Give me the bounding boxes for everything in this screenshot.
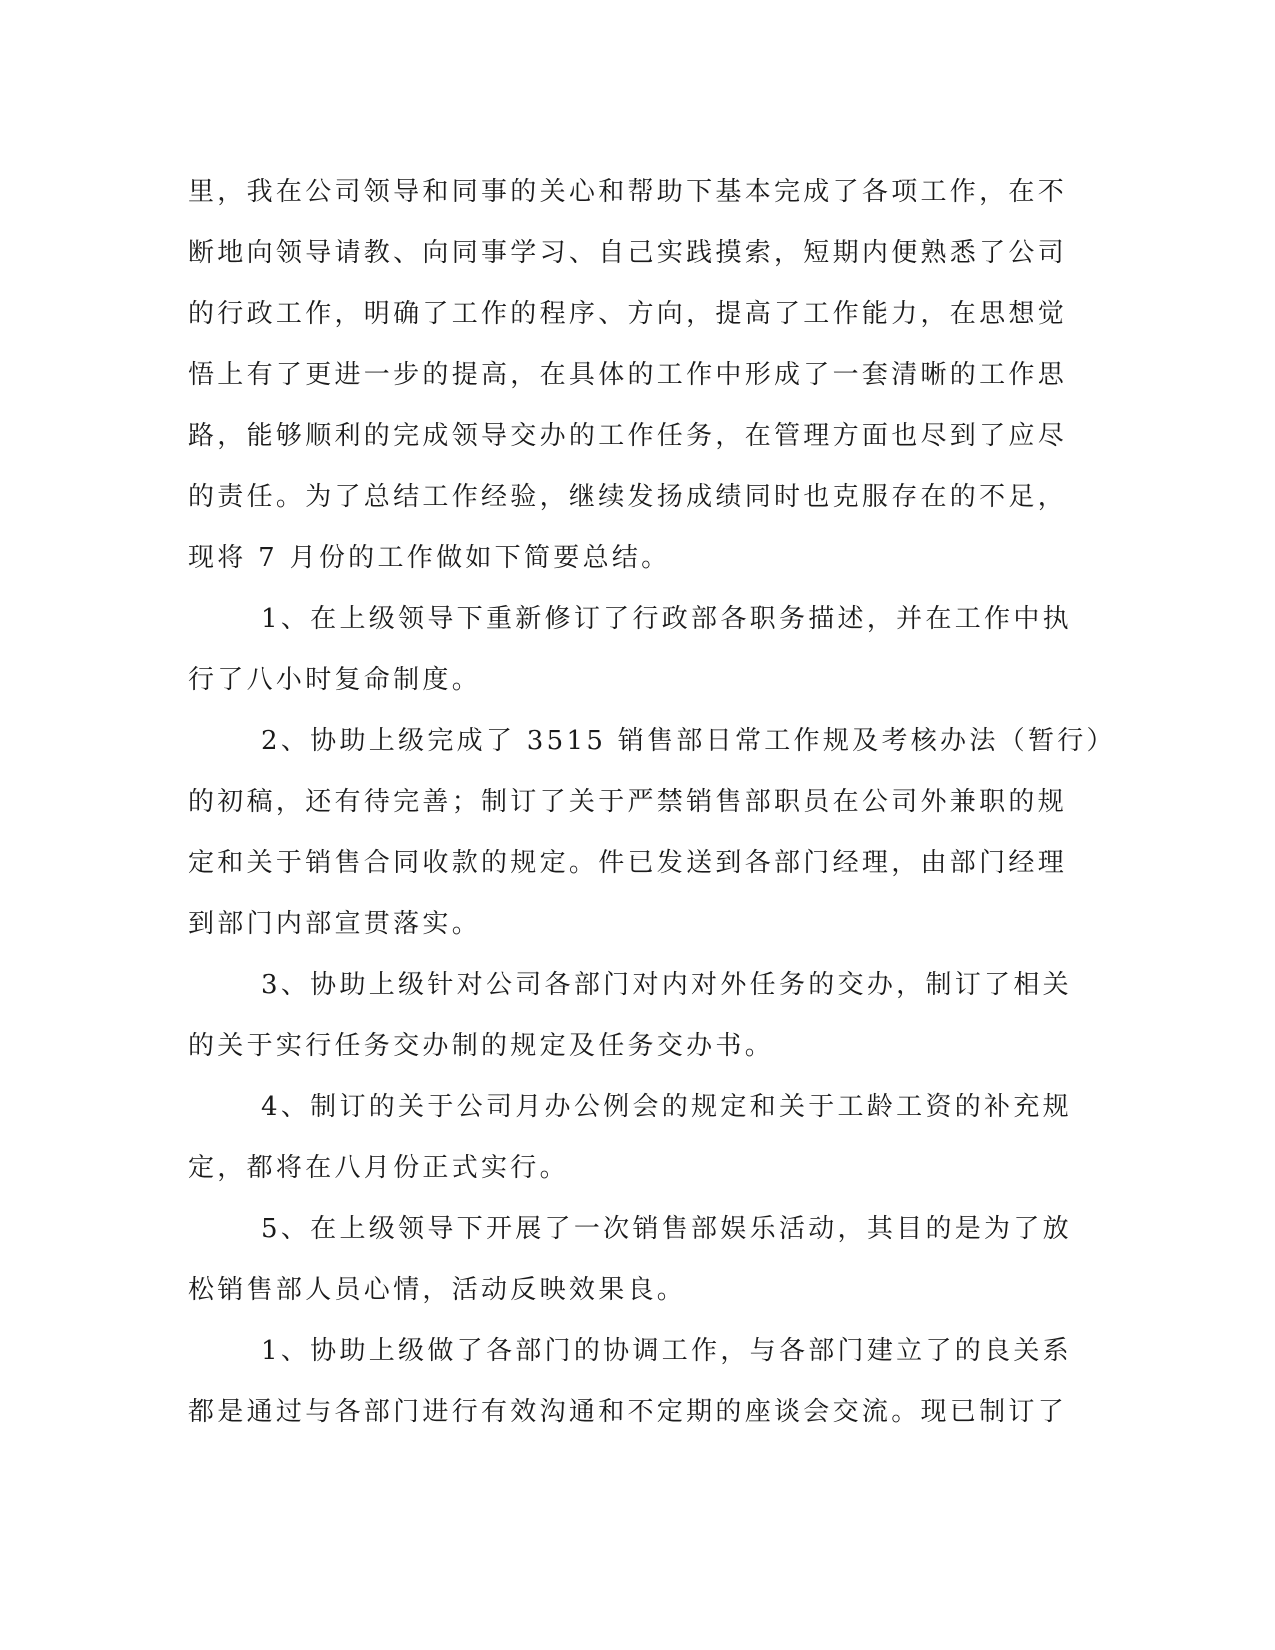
- paragraph-start-line: 3、协助上级针对公司各部门对内对外任务的交办，制订了相关: [261, 970, 1072, 1000]
- text-line: 都是通过与各部门进行有效沟通和不定期的座谈会交流。现已制订了: [188, 1397, 1068, 1427]
- text-line: 定，都将在八月份正式实行。: [188, 1153, 569, 1183]
- text-line: 行了八小时复命制度。: [188, 665, 482, 695]
- text-line: 的责任。为了总结工作经验，继续发扬成绩同时也克服存在的不足，: [188, 482, 1068, 512]
- text-line: 的行政工作，明确了工作的程序、方向，提高了工作能力，在思想觉: [188, 299, 1068, 329]
- document-body: [188, 162, 1116, 1443]
- text-line: 断地向领导请教、向同事学习、自己实践摸索，短期内便熟悉了公司: [188, 238, 1068, 268]
- text-line: 的关于实行任务交办制的规定及任务交办书。: [188, 1031, 775, 1061]
- paragraph-start-line: 2、协助上级完成了 3515 销售部日常工作规及考核办法（暂行）: [261, 726, 1116, 756]
- paragraph-start-line: 1、在上级领导下重新修订了行政部各职务描述，并在工作中执: [261, 604, 1072, 634]
- text-line: 悟上有了更进一步的提高，在具体的工作中形成了一套清晰的工作思: [188, 360, 1068, 390]
- text-line: 的初稿，还有待完善；制订了关于严禁销售部职员在公司外兼职的规: [188, 787, 1068, 817]
- text-line: 路，能够顺利的完成领导交办的工作任务，在管理方面也尽到了应尽: [188, 421, 1068, 451]
- text-line: 松销售部人员心情，活动反映效果良。: [188, 1275, 687, 1305]
- paragraph-start-line: 1、协助上级做了各部门的协调工作，与各部门建立了的良关系: [261, 1336, 1072, 1366]
- text-line: 定和关于销售合同收款的规定。件已发送到各部门经理，由部门经理: [188, 848, 1068, 878]
- text-line: 里，我在公司领导和同事的关心和帮助下基本完成了各项工作，在不: [188, 177, 1068, 207]
- text-line: 现将 7 月份的工作做如下简要总结。: [188, 543, 671, 573]
- text-line: 到部门内部宣贯落实。: [188, 909, 482, 939]
- paragraph-start-line: 4、制订的关于公司月办公例会的规定和关于工龄工资的补充规: [261, 1092, 1072, 1122]
- paragraph-start-line: 5、在上级领导下开展了一次销售部娱乐活动，其目的是为了放: [261, 1214, 1072, 1244]
